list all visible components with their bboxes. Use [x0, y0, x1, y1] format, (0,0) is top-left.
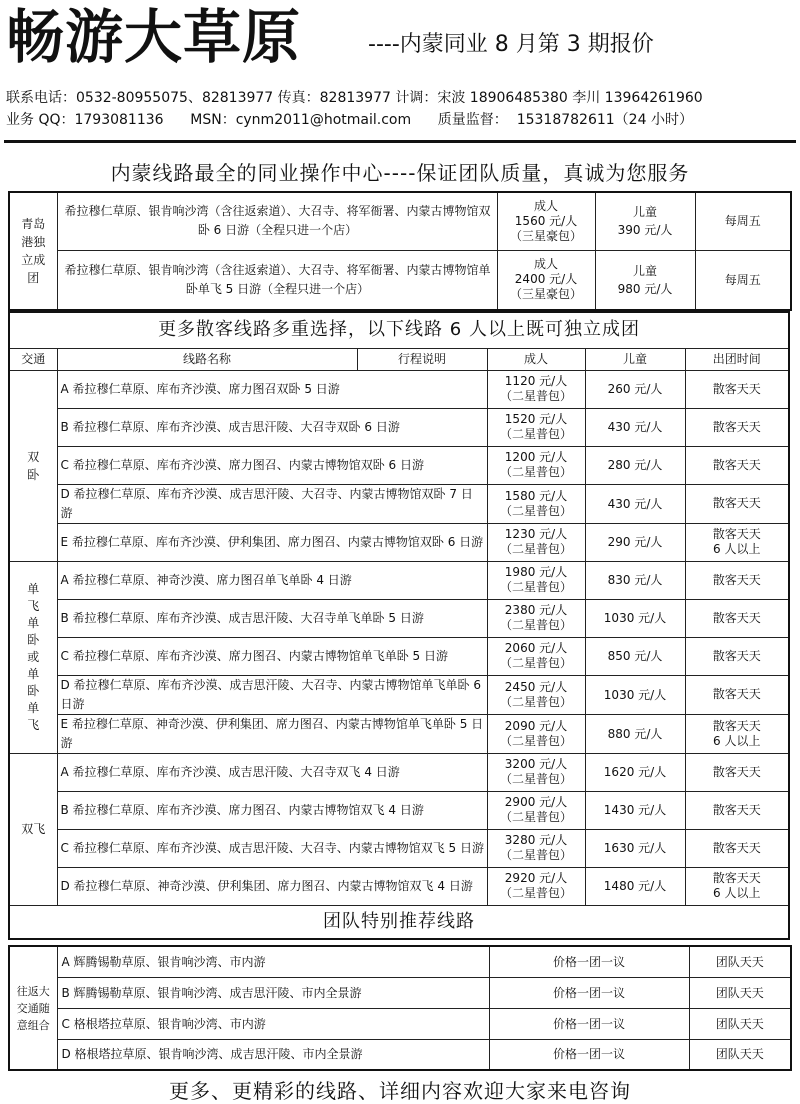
price: 价格一团一议	[489, 1008, 689, 1039]
price: 价格一团一议	[489, 946, 689, 977]
table-row	[9, 446, 789, 484]
child-price: 1030 元/人	[585, 675, 685, 714]
route-name: C 希拉穆仁草原、库布齐沙漠、席力图召、内蒙古博物馆双卧 6 日游	[57, 446, 487, 484]
child-price: 830 元/人	[585, 561, 685, 599]
slogan: 内蒙线路最全的同业操作中心----保证团队质量，真诚为您服务	[110, 161, 690, 185]
route-name: B 辉腾锡勒草原、银肯响沙湾、成吉思汗陵、市内全景游	[57, 977, 489, 1008]
adult-price: 1520 元/人 （二星普包）	[487, 408, 585, 446]
adult-price: 1980 元/人 （二星普包）	[487, 561, 585, 599]
table-row	[9, 1039, 791, 1070]
departure: 散客天天 6 人以上	[685, 714, 789, 753]
contact-phone-line: 联系电话：0532-80955075、82813977 传真：82813977 计调：宋波 18906485380 李川 13964261960	[6, 90, 703, 106]
table-row	[9, 1008, 791, 1039]
adult-price: 2380 元/人 （二星普包）	[487, 599, 585, 637]
route-name: B 希拉穆仁草原、库布齐沙漠、成吉思汗陵、大召寺双卧 6 日游	[57, 408, 487, 446]
departure: 散客天天	[685, 829, 789, 867]
table-row	[9, 829, 789, 867]
route-name: 希拉穆仁草原、银肯响沙湾（含往返索道）、大召寺、将军衙署、内蒙古博物馆单卧单飞 5 日游（全程只进一个店）	[57, 250, 497, 310]
schedule: 团队天天	[689, 1008, 791, 1039]
team-tour-table	[8, 945, 792, 1071]
adult-price: 成人 2400 元/人 （三星豪包）	[497, 250, 595, 310]
route-name: C 希拉穆仁草原、库布齐沙漠、成吉思汗陵、大召寺、内蒙古博物馆双飞 5 日游	[57, 829, 487, 867]
departure: 散客天天 6 人以上	[685, 523, 789, 561]
child-price: 1630 元/人	[585, 829, 685, 867]
child-price: 430 元/人	[585, 484, 685, 523]
route-name: E 希拉穆仁草原、神奇沙漠、伊利集团、席力图召、内蒙古博物馆单飞单卧 5 日游	[57, 714, 487, 753]
departure: 散客天天	[685, 446, 789, 484]
adult-price: 2060 元/人 （二星普包）	[487, 637, 585, 675]
schedule: 每周五	[695, 192, 791, 250]
table-row	[9, 791, 789, 829]
table-row	[9, 523, 789, 561]
page-title: 畅游大草原	[6, 3, 302, 71]
departure: 散客天天	[685, 408, 789, 446]
departure: 散客天天	[685, 370, 789, 408]
adult-price: 2090 元/人 （二星普包）	[487, 714, 585, 753]
child-price: 儿童 390 元/人	[595, 192, 695, 250]
route-name: A 希拉穆仁草原、神奇沙漠、席力图召单飞单卧 4 日游	[57, 561, 487, 599]
table-row	[9, 408, 789, 446]
col-child: 儿童	[585, 348, 685, 370]
adult-price: 1120 元/人 （二星普包）	[487, 370, 585, 408]
schedule: 团队天天	[689, 1039, 791, 1070]
col-adult: 成人	[487, 348, 585, 370]
table-row	[9, 675, 789, 714]
independent-tour-table	[8, 191, 792, 311]
scattered-heading: 更多散客线路多重选择，以下线路 6 人以上既可独立成团	[9, 312, 789, 348]
header-divider	[4, 140, 796, 143]
col-transport: 交通	[9, 348, 57, 370]
departure: 散客天天	[685, 637, 789, 675]
price: 价格一团一议	[489, 1039, 689, 1070]
child-price: 880 元/人	[585, 714, 685, 753]
transport-label: 单 飞 单 卧 或 单 卧 单 飞	[9, 561, 57, 753]
table-row	[9, 250, 791, 310]
route-name: D 希拉穆仁草原、库布齐沙漠、成吉思汗陵、大召寺、内蒙古博物馆单飞单卧 6 日游	[57, 675, 487, 714]
route-name: B 希拉穆仁草原、库布齐沙漠、成吉思汗陵、大召寺单飞单卧 5 日游	[57, 599, 487, 637]
departure: 散客天天	[685, 753, 789, 791]
adult-price: 3200 元/人 （二星普包）	[487, 753, 585, 791]
table-row	[9, 714, 789, 753]
team-heading: 团队特别推荐线路	[9, 905, 789, 939]
route-name: A 辉腾锡勒草原、银肯响沙湾、市内游	[57, 946, 489, 977]
table-row	[9, 753, 789, 791]
table-row	[9, 977, 791, 1008]
group-label: 往返大交通随意组合	[9, 946, 57, 1070]
departure: 散客天天	[685, 599, 789, 637]
departure: 散客天天	[685, 675, 789, 714]
schedule: 团队天天	[689, 946, 791, 977]
schedule: 团队天天	[689, 977, 791, 1008]
table-row	[9, 599, 789, 637]
column-header-row	[9, 348, 789, 370]
route-name: B 希拉穆仁草原、库布齐沙漠、席力图召、内蒙古博物馆双飞 4 日游	[57, 791, 487, 829]
adult-price: 3280 元/人 （二星普包）	[487, 829, 585, 867]
adult-price: 2450 元/人 （二星普包）	[487, 675, 585, 714]
schedule: 每周五	[695, 250, 791, 310]
route-name: A 希拉穆仁草原、库布齐沙漠、成吉思汗陵、大召寺双飞 4 日游	[57, 753, 487, 791]
child-price: 1480 元/人	[585, 867, 685, 905]
group-label: 青岛港独立成团	[9, 192, 57, 310]
adult-price: 成人 1560 元/人 （三星豪包）	[497, 192, 595, 250]
page-subtitle: ----内蒙同业 8 月第 3 期报价	[368, 32, 654, 57]
adult-price: 2920 元/人 （二星普包）	[487, 867, 585, 905]
route-name: C 希拉穆仁草原、库布齐沙漠、席力图召、内蒙古博物馆单飞单卧 5 日游	[57, 637, 487, 675]
route-name: D 格根塔拉草原、银肯响沙湾、成吉思汗陵、市内全景游	[57, 1039, 489, 1070]
table-row	[9, 484, 789, 523]
child-price: 260 元/人	[585, 370, 685, 408]
child-price: 430 元/人	[585, 408, 685, 446]
adult-price: 1580 元/人 （二星普包）	[487, 484, 585, 523]
col-route: 线路名称	[57, 348, 357, 370]
table-row	[9, 637, 789, 675]
child-price: 1430 元/人	[585, 791, 685, 829]
child-price: 1030 元/人	[585, 599, 685, 637]
child-price: 儿童 980 元/人	[595, 250, 695, 310]
child-price: 280 元/人	[585, 446, 685, 484]
adult-price: 2900 元/人 （二星普包）	[487, 791, 585, 829]
contact-online-line: 业务 QQ：1793081136 MSN：cynm2011@hotmail.com 质量监督： 15318782611（24 小时）	[6, 112, 693, 128]
route-name: D 希拉穆仁草原、神奇沙漠、伊利集团、席力图召、内蒙古博物馆双飞 4 日游	[57, 867, 487, 905]
col-itinerary: 行程说明	[357, 348, 487, 370]
departure: 散客天天	[685, 561, 789, 599]
table-row	[9, 192, 791, 250]
child-price: 850 元/人	[585, 637, 685, 675]
adult-price: 1230 元/人 （二星普包）	[487, 523, 585, 561]
route-name: 希拉穆仁草原、银肯响沙湾（含往返索道）、大召寺、将军衙署、内蒙古博物馆双卧 6 日游（全程只进一个店）	[57, 192, 497, 250]
adult-price: 1200 元/人 （二星普包）	[487, 446, 585, 484]
transport-label: 双飞	[9, 753, 57, 905]
child-price: 1620 元/人	[585, 753, 685, 791]
transport-label: 双 卧	[9, 370, 57, 561]
col-departure: 出团时间	[685, 348, 789, 370]
price: 价格一团一议	[489, 977, 689, 1008]
departure: 散客天天 6 人以上	[685, 867, 789, 905]
route-name: E 希拉穆仁草原、库布齐沙漠、伊利集团、席力图召、内蒙古博物馆双卧 6 日游	[57, 523, 487, 561]
scattered-tour-table	[8, 311, 790, 940]
departure: 散客天天	[685, 484, 789, 523]
route-name: C 格根塔拉草原、银肯响沙湾、市内游	[57, 1008, 489, 1039]
footer-text: 更多、更精彩的线路、详细内容欢迎大家来电咨询	[169, 1079, 631, 1103]
route-name: D 希拉穆仁草原、库布齐沙漠、成吉思汗陵、大召寺、内蒙古博物馆双卧 7 日游	[57, 484, 487, 523]
child-price: 290 元/人	[585, 523, 685, 561]
departure: 散客天天	[685, 791, 789, 829]
table-row	[9, 370, 789, 408]
table-row	[9, 867, 789, 905]
table-row	[9, 946, 791, 977]
table-row	[9, 561, 789, 599]
route-name: A 希拉穆仁草原、库布齐沙漠、席力图召双卧 5 日游	[57, 370, 487, 408]
